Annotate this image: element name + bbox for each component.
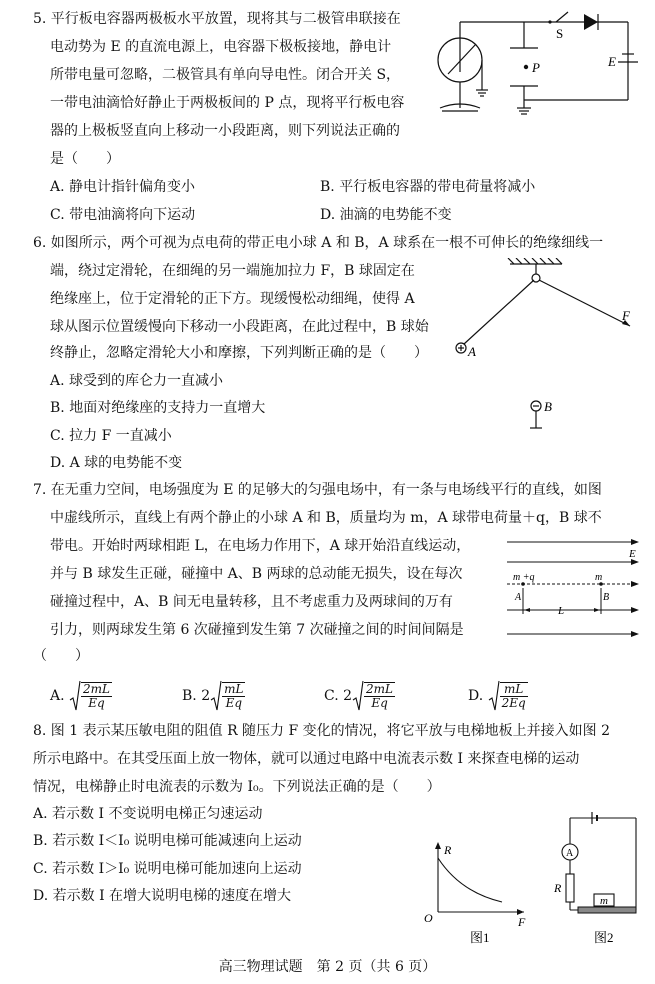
q6-pulley-figure — [450, 258, 650, 438]
q6-line-2: 端，绕过定滑轮，在细绳的另一端施加拉力 F，B 球固定在 — [50, 263, 415, 279]
q5-line-6: 是（ ） — [50, 151, 120, 167]
q6-option-a: A. 球受到的库仑力一直减小 — [50, 373, 224, 389]
q6-option-d: D. A 球的电势能不变 — [50, 455, 183, 471]
q7-line-4: 并与 B 球发生正碰，碰撞中 A、B 两球的总动能无损失，设在每次 — [50, 566, 463, 582]
q8-fig2-label-ammeter: A — [566, 848, 574, 859]
q6-line-1: 6. 如图所示，两个可视为点电荷的带正电小球 A 和 B，A 球系在一根不可伸长的绝缘细线一 — [33, 235, 604, 251]
q7-label-e: E — [629, 548, 636, 560]
q8-fig2-label-r: R — [554, 881, 562, 895]
q8-fig1-label-r: R — [444, 843, 452, 857]
q8-option-b: B. 若示数 I＜I₀ 说明电梯可能减速向上运动 — [33, 833, 302, 849]
q6-line-5: 终静止，忽略定滑轮大小和摩擦，下列判断正确的是（ ） — [50, 345, 428, 361]
q7-option-a-label: A. — [50, 688, 65, 704]
q8-line-1: 8. 图 1 表示某压敏电阻的阻值 R 随压力 F 变化的情况，将它平放与电梯地板上并接入如图 2 — [33, 723, 611, 739]
q7-label-mq: m +q — [513, 572, 535, 583]
q8-figure-2 — [548, 808, 648, 948]
q8-fig1-label-f: F — [518, 915, 526, 929]
q7-option-d — [468, 680, 528, 712]
q7-line-7: （ ） — [33, 648, 89, 664]
q6-label-a: A — [468, 344, 476, 359]
q5-line-1: 5. 平行板电容器两极板水平放置，现将其与二极管串联接在 — [33, 11, 401, 27]
q6-line-4: 球从图示位置缓慢向下移动一小段距离，在此过程中，B 球始 — [50, 319, 429, 335]
q7-line-3: 带电。开始时两球相距 L，在电场力作用下，A 球开始沿直线运动， — [50, 538, 471, 554]
q8-option-d: D. 若示数 I 在增大说明电梯的速度在增大 — [33, 888, 292, 904]
q7-option-a — [50, 680, 112, 712]
q5-circuit-figure — [420, 8, 640, 128]
q5-label-e: E — [608, 54, 616, 69]
q7-option-a-den: Eq — [88, 696, 105, 710]
q8-option-a: A. 若示数 I 不变说明电梯正匀速运动 — [33, 806, 263, 822]
q5-option-d: D. 油滴的电势能不变 — [320, 207, 452, 223]
page-footer: 高三物理试题 第 2 页（共 6 页） — [218, 959, 437, 975]
q8-fig2-label-m: m — [600, 895, 608, 907]
q8-line-3: 情况，电梯静止时电流表的示数为 I₀。下列说法正确的是（ ） — [33, 779, 441, 795]
q5-line-2: 电动势为 E 的直流电源上，电容器下极板接地，静电计 — [50, 39, 392, 55]
q8-line-2: 所示电路中。在其受压面上放一物体，就可以通过电路中电流表示数 I 来探查电梯的运动 — [33, 751, 580, 767]
q7-option-d-label: D. — [468, 688, 484, 704]
q5-line-4: 一带电油滴恰好静止于两极板间的 P 点，现将平行板电容 — [50, 95, 405, 111]
q8-fig1-label-o: O — [424, 911, 433, 925]
q7-option-b-coef: 2 — [201, 688, 211, 704]
q7-field-figure — [505, 530, 645, 644]
q7-line-5: 碰撞过程中，A、B 间无电量转移，且不考虑重力及两球间的万有 — [50, 594, 453, 610]
q8-fig1-caption: 图1 — [470, 930, 490, 945]
q5-option-a: A. 静电计指针偏角变小 — [50, 179, 196, 195]
q6-line-3: 绝缘座上，位于定滑轮的正下方。现缓慢松动细绳，使得 A — [50, 291, 415, 307]
q6-option-c: C. 拉力 F 一直减小 — [50, 428, 172, 444]
q6-label-f: F — [622, 308, 630, 323]
q7-option-b-num: mL — [224, 682, 244, 696]
q7-label-b: B — [603, 592, 610, 603]
q7-option-a-num: 2mL — [83, 682, 110, 696]
q5-line-3: 所带电量可忽略，二极管具有单向导电性。闭合开关 S， — [50, 67, 401, 83]
q5-option-b: B. 平行板电容器的带电荷量将减小 — [320, 179, 536, 195]
q6-label-b: B — [544, 399, 552, 414]
q7-option-c-den: Eq — [371, 696, 388, 710]
q7-option-d-num: mL — [500, 683, 528, 697]
q7-option-b-label: B. — [182, 688, 197, 704]
q7-label-m: m — [595, 572, 603, 583]
q5-label-p: P — [532, 60, 540, 75]
q7-line-1: 7. 在无重力空间，电场强度为 E 的足够大的匀强电场中，有一条与电场线平行的直线，如图 — [33, 482, 602, 498]
q7-option-b — [182, 680, 245, 712]
q8-option-c: C. 若示数 I＞I₀ 说明电梯可能加速向上运动 — [33, 861, 302, 877]
q5-line-5: 器的上极板竖直向上移动一小段距离，则下列说法正确的 — [50, 123, 400, 139]
q5-option-c: C. 带电油滴将向下运动 — [50, 207, 196, 223]
q7-line-6: 引力，则两球发生第 6 次碰撞到发生第 7 次碰撞之间的时间间隔是 — [50, 622, 464, 638]
q7-option-c-coef: 2 — [343, 688, 353, 704]
q8-figure-1 — [420, 838, 532, 948]
q7-option-d-den: 2Eq — [501, 696, 526, 710]
q8-fig2-caption: 图2 — [594, 930, 614, 945]
q7-option-c — [324, 680, 395, 712]
q5-label-s: S — [556, 26, 564, 41]
q7-option-c-num: 2mL — [366, 682, 394, 696]
q7-option-b-den: Eq — [225, 696, 243, 710]
q7-option-c-label: C. — [324, 688, 339, 704]
q7-label-l: L — [558, 605, 565, 617]
q7-label-a: A — [515, 592, 522, 603]
q7-line-2: 中虚线所示，直线上有两个静止的小球 A 和 B，质量均为 m，A 球带电荷量＋q，B 球不 — [50, 510, 602, 526]
q6-option-b: B. 地面对绝缘座的支持力一直增大 — [50, 400, 266, 416]
